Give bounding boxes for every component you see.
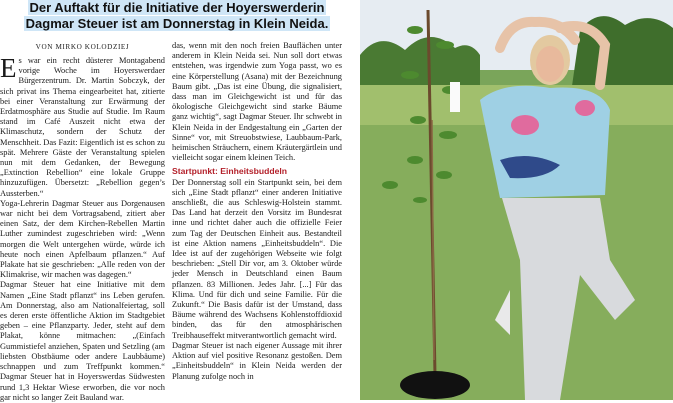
paragraph: Es war ein recht düsterer Montagabend vorige Woche im Hoyerswerdaer Bürgerzentrum. Dr. Martin Sobczyk, der sich privat ins Thema eingearbeitet hat, zitierte bei einer Veranstaltung zur Erwärmung der Erdatmosphäre aus Studie auf Studie. Im Raum stand im Café Auszeit nicht etwa der Klimaschutz, sondern der Schutz der Menschheit. Das Fazit: Eigentlich ist es schon zu spät. Mehrere Gäste der Veranstaltung spielen nun mit dem Gedanken, der Bewegung „Extinction Rebellion“ eine lokale Gruppe hinzuzufügen. Übersetzt: „Rebellion gegen’s Aussterben.“ xyxy=(0,53,165,198)
paragraph: Dagmar Steuer ist nach eigener Aussage mit ihrer Aktion auf viel positive Resonanz gestoßen. Dem „Einheitsbuddeln“ in Klein Neida werden der Planung zufolge noch in xyxy=(172,340,342,381)
plant-tag xyxy=(450,82,460,112)
headline xyxy=(2,0,352,32)
paragraph: Der Donnerstag soll ein Startpunkt sein, bei dem sich „Eine Stadt pflanzt“ einer anderen Initiative anschließt, die aus Schleswig-Holstein stammt. Das Land hat derzeit den Vorsitz im Bundesrat inne und richtet daher auch die offizielle Feier zum Tag der Deutschen Einheit aus. Bestandteil ist eine Aktion namens „Einheitsbuddeln“. Die Idee ist auf der zugehörigen Webseite wie folgt beschrieben: „Stell Dir vor, am 3. Oktober würde jeder Mensch in Deutschland einen Baum pflanzen. 83 Millionen. Jedes Jahr. [...] Für das Klima. Und für dich und seine Familie. Für die Zukunft.“ Die Basis dafür ist der Umstand, dass Bäume während des Wachsens Kohlenstoffdioxid binden, das für den atmosphärischen Treibhauseffekt mitverantwortlich gemacht wird. xyxy=(172,177,342,340)
paragraph: Dagmar Steuer hat eine Initiative mit dem Namen „Eine Stadt pflanzt“ ins Leben gerufen. Am Donnerstag, also am Nationalfeiertag, soll es deren erste öffentliche Aktion im Stadtgebiet geben – eine Pflanzparty. Jeder, steht auf dem Plakat, könne mitmachen: „(Einfach Gummistiefel anziehen, Spaten und Setzling (am liebsten Obstbäume oder andere Laubbäume) schnappen und zum Treffpunkt kommen.“ Dagmar Steuer hat in Hoyerswerdas Südwesten rund 1,3 Hektar Wiese erworben, die vor noch gar nicht so langer Zeit Bauland war. xyxy=(0,280,165,402)
article-column-1 xyxy=(0,53,165,403)
article-column-2 xyxy=(172,41,342,382)
dropcap: E xyxy=(0,53,17,83)
article-photo xyxy=(360,0,673,400)
plant-pot xyxy=(400,371,470,399)
paragraph: Yoga-Lehrerin Dagmar Steuer aus Dorgenausen war nicht bei dem Vortragsabend, zitiert aber einen Satz, der dem Kirchen-Rebellen Martin Luther zumindest zugeschrieben wird: „Wenn morgen die Welt untergehen würde, würde ich heute noch einen Apfelbaum pflanzen.“ Auf Plakate hat sie geschrieben: „Alle reden von der Klimakrise, wir machen was dagegen.“ xyxy=(0,198,165,280)
photo-illustration xyxy=(360,0,673,400)
byline: VON MIRKO KOLODZIEJ xyxy=(35,43,130,51)
headline-line-2: Dagmar Steuer ist am Donnerstag in Klein Neida. xyxy=(25,16,329,31)
paragraph: das, wenn mit den noch freien Bauflächen unter anderem in Klein Neida sei. Nun soll dort etwas entstehen, was irgendwie zum Yoga passt, wo es eine Körperstellung (Asana) mit der Bezeichnung Baum gibt. „Das ist eine Übung, die signalisiert, dass man im Gleichgewicht ist und für das ökologische Gleichgewicht sind starke Bäume ganz wichtig“, sagt Dagmar Steuer. Ihr schwebt in Klein Neida in der Endgestaltung ein „Garten der Sinne“ vor, mit Streuobstwiese, Laubbaum-Park, heimischen Sträuchern, einem Kräutergärtlein und vielleicht sogar einem kleinen Teich. xyxy=(172,41,342,163)
headline-line-1: Der Auftakt für die Initiative der Hoyerswerderin xyxy=(29,0,325,15)
subheading: Startpunkt: Einheitsbuddeln xyxy=(172,166,288,177)
